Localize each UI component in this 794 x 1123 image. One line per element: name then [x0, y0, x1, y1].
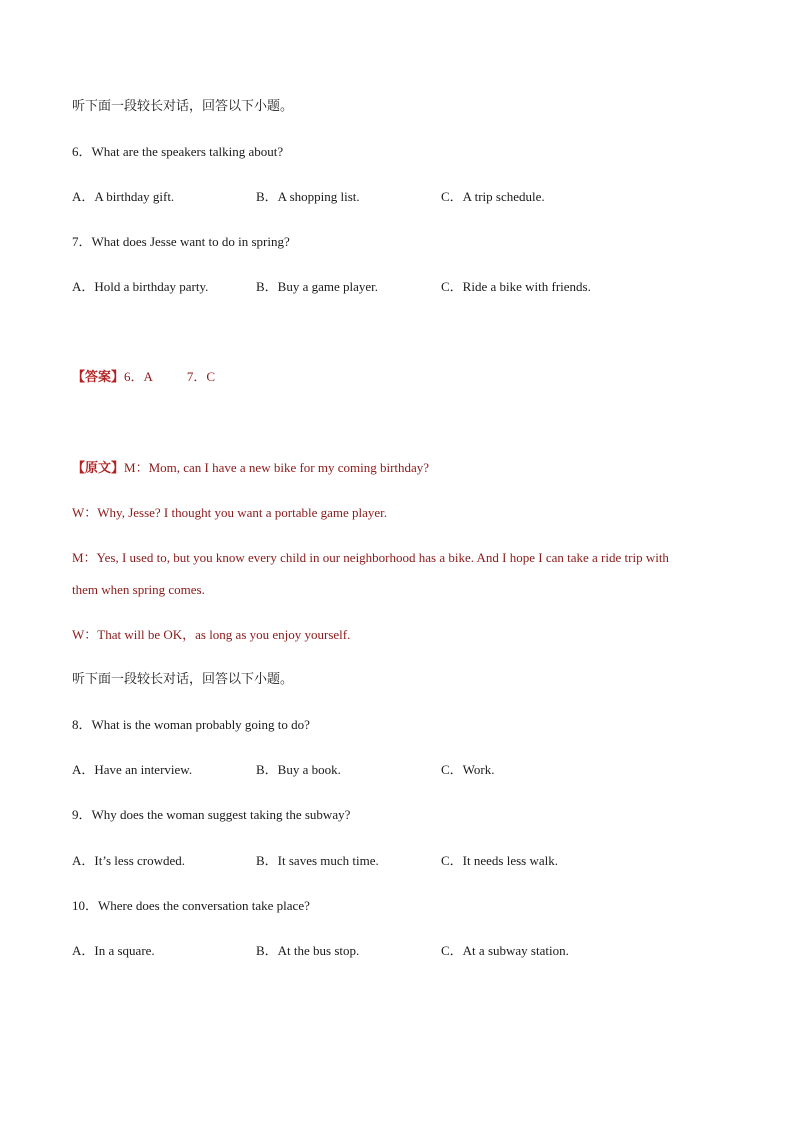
transcript-label: 【原文】 — [72, 461, 125, 476]
transcript-text-1: M：Mom, can I have a new bike for my coming birthday? — [124, 460, 430, 475]
question-10-stem: 10．Where does the conversation take place? — [72, 898, 310, 913]
question-8-option-c: C．Work. — [441, 762, 495, 777]
question-10-option-a: A．In a square. — [72, 943, 155, 958]
answer-7: 7．C — [186, 369, 216, 384]
transcript-line-2: W：Why, Jesse? I thought you want a portable game player. — [72, 505, 388, 520]
question-7-option-c: C．Ride a bike with friends. — [441, 279, 591, 294]
question-10-option-c: C．At a subway station. — [441, 943, 569, 958]
question-6-option-b: B．A shopping list. — [256, 189, 360, 204]
answer-line — [72, 368, 215, 387]
section-1-intro: 听下面一段较长对话，回答以下小题。 — [72, 99, 294, 114]
transcript-line-5: W：That will be OK，as long as you enjoy yourself. — [72, 627, 351, 642]
question-9-stem: 9．Why does the woman suggest taking the subway? — [72, 807, 351, 822]
question-7-option-b: B．Buy a game player. — [256, 279, 379, 294]
question-6-stem: 6．What are the speakers talking about? — [72, 144, 284, 159]
transcript-line-3: M：Yes, I used to, but you know every child in our neighborhood has a bike. And I hope I can take a ride trip with — [72, 550, 669, 565]
question-8-option-a: A．Have an interview. — [72, 762, 193, 777]
answer-label: 【答案】 — [72, 370, 125, 385]
section-2-intro: 听下面一段较长对话，回答以下小题。 — [72, 672, 294, 687]
answer-6: 6．A — [124, 369, 153, 384]
question-6-option-a: A．A birthday gift. — [72, 189, 175, 204]
question-7-stem: 7．What does Jesse want to do in spring? — [72, 234, 290, 249]
question-8-stem: 8．What is the woman probably going to do? — [72, 717, 310, 732]
question-9-option-a: A．It’s less crowded. — [72, 853, 186, 868]
question-9-option-b: B．It saves much time. — [256, 853, 379, 868]
question-10-option-b: B．At the bus stop. — [256, 943, 360, 958]
question-7-option-a: A．Hold a birthday party. — [72, 279, 209, 294]
question-8-option-b: B．Buy a book. — [256, 762, 341, 777]
transcript-line-4: them when spring comes. — [72, 582, 205, 597]
question-9-option-c: C．It needs less walk. — [441, 853, 558, 868]
transcript-line-1 — [72, 459, 429, 478]
question-6-option-c: C．A trip schedule. — [441, 189, 545, 204]
